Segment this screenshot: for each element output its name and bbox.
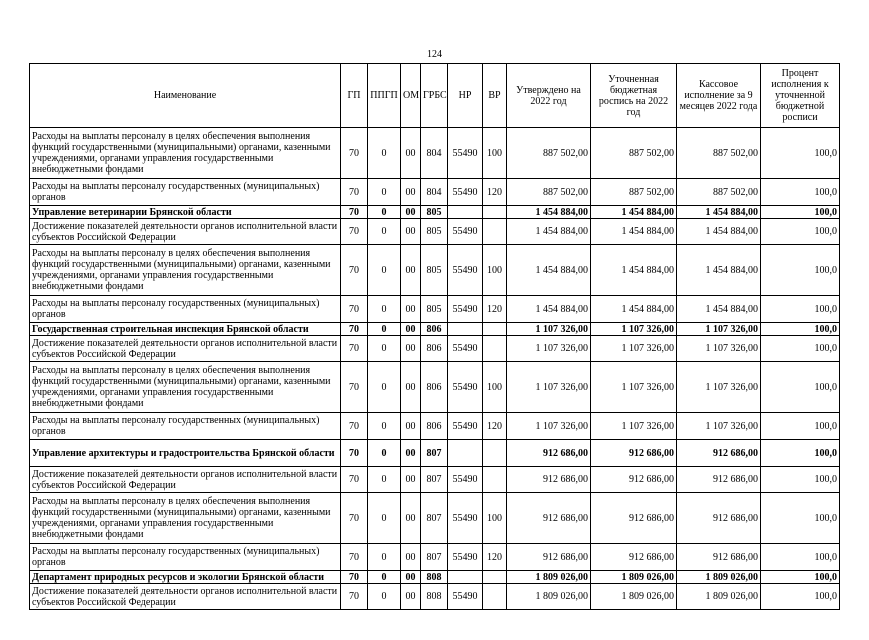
cell-om: 00 bbox=[401, 219, 421, 245]
cell-np: 55490 bbox=[448, 128, 483, 179]
cell-ppgp: 0 bbox=[368, 179, 401, 206]
cell-refined: 1 454 884,00 bbox=[591, 296, 677, 323]
cell-om: 00 bbox=[401, 128, 421, 179]
cell-vr bbox=[483, 206, 507, 219]
cell-percent: 100,0 bbox=[761, 571, 840, 584]
cell-om: 00 bbox=[401, 584, 421, 610]
cell-grbs: 807 bbox=[421, 467, 448, 493]
header-refined: Уточненная бюджетная роспись на 2022 год bbox=[591, 64, 677, 128]
cell-cash: 912 686,00 bbox=[677, 467, 761, 493]
cell-om: 00 bbox=[401, 467, 421, 493]
cell-gp: 70 bbox=[341, 323, 368, 336]
cell-vr bbox=[483, 584, 507, 610]
cell-percent: 100,0 bbox=[761, 336, 840, 362]
cell-approved: 912 686,00 bbox=[507, 440, 591, 467]
cell-grbs: 807 bbox=[421, 493, 448, 544]
cell-percent: 100,0 bbox=[761, 413, 840, 440]
cell-gp: 70 bbox=[341, 571, 368, 584]
cell-refined: 912 686,00 bbox=[591, 493, 677, 544]
cell-percent: 100,0 bbox=[761, 296, 840, 323]
table-row bbox=[30, 467, 840, 493]
header-approved: Утверждено на 2022 год bbox=[507, 64, 591, 128]
cell-cash: 1 454 884,00 bbox=[677, 245, 761, 296]
cell-vr bbox=[483, 219, 507, 245]
table-row bbox=[30, 544, 840, 571]
cell-ppgp: 0 bbox=[368, 128, 401, 179]
cell-om: 00 bbox=[401, 440, 421, 467]
cell-np: 55490 bbox=[448, 219, 483, 245]
cell-grbs: 805 bbox=[421, 245, 448, 296]
cell-cash: 1 107 326,00 bbox=[677, 362, 761, 413]
cell-percent: 100,0 bbox=[761, 440, 840, 467]
cell-cash: 1 454 884,00 bbox=[677, 206, 761, 219]
cell-grbs: 806 bbox=[421, 323, 448, 336]
cell-percent: 100,0 bbox=[761, 493, 840, 544]
table-row bbox=[30, 179, 840, 206]
cell-np: 55490 bbox=[448, 584, 483, 610]
cell-om: 00 bbox=[401, 296, 421, 323]
cell-vr: 100 bbox=[483, 245, 507, 296]
cell-name: Расходы на выплаты персоналу в целях обеспечения выполнения функций государственными (муниципальными) органами, казенными учреждениями, органами управления государственными внебюджетными фондами bbox=[30, 128, 341, 179]
cell-percent: 100,0 bbox=[761, 544, 840, 571]
cell-vr bbox=[483, 323, 507, 336]
cell-np bbox=[448, 323, 483, 336]
cell-gp: 70 bbox=[341, 413, 368, 440]
cell-grbs: 804 bbox=[421, 128, 448, 179]
cell-grbs: 808 bbox=[421, 584, 448, 610]
cell-ppgp: 0 bbox=[368, 440, 401, 467]
cell-vr: 100 bbox=[483, 362, 507, 413]
cell-approved: 1 454 884,00 bbox=[507, 219, 591, 245]
cell-name: Достижение показателей деятельности органов исполнительной власти субъектов Российской Федерации bbox=[30, 219, 341, 245]
cell-approved: 887 502,00 bbox=[507, 128, 591, 179]
cell-approved: 1 107 326,00 bbox=[507, 362, 591, 413]
cell-grbs: 805 bbox=[421, 206, 448, 219]
cell-percent: 100,0 bbox=[761, 219, 840, 245]
cell-ppgp: 0 bbox=[368, 336, 401, 362]
header-ppgp: ППГП bbox=[368, 64, 401, 128]
cell-name: Расходы на выплаты персоналу государственных (муниципальных) органов bbox=[30, 296, 341, 323]
cell-om: 00 bbox=[401, 493, 421, 544]
cell-gp: 70 bbox=[341, 128, 368, 179]
header-name: Наименование bbox=[30, 64, 341, 128]
cell-vr: 120 bbox=[483, 544, 507, 571]
cell-gp: 70 bbox=[341, 467, 368, 493]
cell-vr: 100 bbox=[483, 128, 507, 179]
cell-approved: 1 454 884,00 bbox=[507, 296, 591, 323]
cell-grbs: 806 bbox=[421, 362, 448, 413]
cell-percent: 100,0 bbox=[761, 128, 840, 179]
cell-cash: 912 686,00 bbox=[677, 440, 761, 467]
table-row-section bbox=[30, 323, 840, 336]
cell-cash: 1 454 884,00 bbox=[677, 219, 761, 245]
cell-cash: 1 454 884,00 bbox=[677, 296, 761, 323]
cell-refined: 1 454 884,00 bbox=[591, 219, 677, 245]
cell-name: Расходы на выплаты персоналу в целях обеспечения выполнения функций государственными (муниципальными) органами, казенными учреждениями, органами управления государственными внебюджетными фондами bbox=[30, 362, 341, 413]
cell-refined: 1 809 026,00 bbox=[591, 584, 677, 610]
header-np: НР bbox=[448, 64, 483, 128]
cell-gp: 70 bbox=[341, 219, 368, 245]
cell-refined: 887 502,00 bbox=[591, 128, 677, 179]
cell-gp: 70 bbox=[341, 493, 368, 544]
cell-cash: 1 107 326,00 bbox=[677, 413, 761, 440]
cell-om: 00 bbox=[401, 179, 421, 206]
cell-vr bbox=[483, 336, 507, 362]
cell-approved: 1 107 326,00 bbox=[507, 336, 591, 362]
table-body bbox=[30, 128, 840, 610]
cell-vr bbox=[483, 440, 507, 467]
cell-om: 00 bbox=[401, 206, 421, 219]
cell-approved: 1 454 884,00 bbox=[507, 206, 591, 219]
cell-ppgp: 0 bbox=[368, 584, 401, 610]
cell-grbs: 805 bbox=[421, 219, 448, 245]
cell-vr: 120 bbox=[483, 179, 507, 206]
cell-grbs: 804 bbox=[421, 179, 448, 206]
cell-percent: 100,0 bbox=[761, 323, 840, 336]
cell-cash: 887 502,00 bbox=[677, 179, 761, 206]
cell-approved: 1 454 884,00 bbox=[507, 245, 591, 296]
cell-vr: 100 bbox=[483, 493, 507, 544]
cell-cash: 887 502,00 bbox=[677, 128, 761, 179]
cell-name: Достижение показателей деятельности органов исполнительной власти субъектов Российской Федерации bbox=[30, 336, 341, 362]
cell-refined: 1 454 884,00 bbox=[591, 206, 677, 219]
table-row-section bbox=[30, 206, 840, 219]
cell-name: Управление архитектуры и градостроительства Брянской области bbox=[30, 440, 341, 467]
cell-vr: 120 bbox=[483, 413, 507, 440]
cell-np: 55490 bbox=[448, 467, 483, 493]
cell-ppgp: 0 bbox=[368, 413, 401, 440]
cell-cash: 1 809 026,00 bbox=[677, 571, 761, 584]
cell-name: Расходы на выплаты персоналу государственных (муниципальных) органов bbox=[30, 544, 341, 571]
cell-approved: 887 502,00 bbox=[507, 179, 591, 206]
cell-percent: 100,0 bbox=[761, 245, 840, 296]
cell-om: 00 bbox=[401, 413, 421, 440]
page-number: 124 bbox=[427, 49, 442, 60]
cell-gp: 70 bbox=[341, 336, 368, 362]
cell-refined: 912 686,00 bbox=[591, 467, 677, 493]
cell-refined: 1 107 326,00 bbox=[591, 336, 677, 362]
cell-approved: 912 686,00 bbox=[507, 467, 591, 493]
cell-grbs: 806 bbox=[421, 413, 448, 440]
cell-np: 55490 bbox=[448, 336, 483, 362]
cell-gp: 70 bbox=[341, 362, 368, 413]
cell-gp: 70 bbox=[341, 544, 368, 571]
table-row bbox=[30, 296, 840, 323]
cell-vr bbox=[483, 467, 507, 493]
cell-ppgp: 0 bbox=[368, 206, 401, 219]
cell-cash: 912 686,00 bbox=[677, 493, 761, 544]
cell-refined: 1 107 326,00 bbox=[591, 362, 677, 413]
cell-name: Достижение показателей деятельности органов исполнительной власти субъектов Российской Федерации bbox=[30, 584, 341, 610]
cell-refined: 887 502,00 bbox=[591, 179, 677, 206]
cell-vr bbox=[483, 571, 507, 584]
cell-om: 00 bbox=[401, 544, 421, 571]
cell-ppgp: 0 bbox=[368, 467, 401, 493]
cell-cash: 1 107 326,00 bbox=[677, 336, 761, 362]
cell-np: 55490 bbox=[448, 296, 483, 323]
cell-refined: 912 686,00 bbox=[591, 440, 677, 467]
cell-ppgp: 0 bbox=[368, 544, 401, 571]
cell-cash: 1 107 326,00 bbox=[677, 323, 761, 336]
cell-percent: 100,0 bbox=[761, 206, 840, 219]
cell-percent: 100,0 bbox=[761, 362, 840, 413]
cell-gp: 70 bbox=[341, 296, 368, 323]
table-row bbox=[30, 493, 840, 544]
table-row bbox=[30, 245, 840, 296]
cell-vr: 120 bbox=[483, 296, 507, 323]
cell-refined: 912 686,00 bbox=[591, 544, 677, 571]
table-row bbox=[30, 413, 840, 440]
cell-om: 00 bbox=[401, 336, 421, 362]
cell-gp: 70 bbox=[341, 206, 368, 219]
cell-approved: 912 686,00 bbox=[507, 544, 591, 571]
cell-gp: 70 bbox=[341, 179, 368, 206]
cell-np: 55490 bbox=[448, 362, 483, 413]
header-cash: Кассовое исполнение за 9 месяцев 2022 года bbox=[677, 64, 761, 128]
cell-np bbox=[448, 571, 483, 584]
cell-grbs: 806 bbox=[421, 336, 448, 362]
cell-np: 55490 bbox=[448, 179, 483, 206]
cell-name: Департамент природных ресурсов и экологии Брянской области bbox=[30, 571, 341, 584]
cell-name: Управление ветеринарии Брянской области bbox=[30, 206, 341, 219]
cell-grbs: 807 bbox=[421, 544, 448, 571]
cell-refined: 1 809 026,00 bbox=[591, 571, 677, 584]
cell-om: 00 bbox=[401, 245, 421, 296]
cell-np bbox=[448, 206, 483, 219]
cell-approved: 912 686,00 bbox=[507, 493, 591, 544]
cell-ppgp: 0 bbox=[368, 219, 401, 245]
cell-np bbox=[448, 440, 483, 467]
cell-approved: 1 809 026,00 bbox=[507, 584, 591, 610]
cell-approved: 1 809 026,00 bbox=[507, 571, 591, 584]
cell-np: 55490 bbox=[448, 413, 483, 440]
cell-np: 55490 bbox=[448, 245, 483, 296]
cell-om: 00 bbox=[401, 323, 421, 336]
header-om: ОМ bbox=[401, 64, 421, 128]
header-percent: Процент исполнения к уточненной бюджетной росписи bbox=[761, 64, 840, 128]
table-row bbox=[30, 584, 840, 610]
cell-approved: 1 107 326,00 bbox=[507, 323, 591, 336]
table-row bbox=[30, 219, 840, 245]
table-row-section bbox=[30, 571, 840, 584]
cell-approved: 1 107 326,00 bbox=[507, 413, 591, 440]
cell-percent: 100,0 bbox=[761, 179, 840, 206]
cell-grbs: 808 bbox=[421, 571, 448, 584]
table-row-section bbox=[30, 440, 840, 467]
header-grbs: ГРБС bbox=[421, 64, 448, 128]
table-row bbox=[30, 362, 840, 413]
cell-ppgp: 0 bbox=[368, 493, 401, 544]
cell-ppgp: 0 bbox=[368, 362, 401, 413]
cell-percent: 100,0 bbox=[761, 584, 840, 610]
table-row bbox=[30, 128, 840, 179]
table-header-row bbox=[30, 64, 840, 128]
header-gp: ГП bbox=[341, 64, 368, 128]
cell-gp: 70 bbox=[341, 584, 368, 610]
header-vr: ВР bbox=[483, 64, 507, 128]
cell-ppgp: 0 bbox=[368, 323, 401, 336]
cell-ppgp: 0 bbox=[368, 571, 401, 584]
cell-np: 55490 bbox=[448, 544, 483, 571]
cell-om: 00 bbox=[401, 571, 421, 584]
cell-name: Расходы на выплаты персоналу государственных (муниципальных) органов bbox=[30, 179, 341, 206]
table-row bbox=[30, 336, 840, 362]
cell-refined: 1 454 884,00 bbox=[591, 245, 677, 296]
cell-ppgp: 0 bbox=[368, 245, 401, 296]
cell-om: 00 bbox=[401, 362, 421, 413]
cell-percent: 100,0 bbox=[761, 467, 840, 493]
cell-name: Государственная строительная инспекция Брянской области bbox=[30, 323, 341, 336]
cell-np: 55490 bbox=[448, 493, 483, 544]
cell-gp: 70 bbox=[341, 440, 368, 467]
cell-name: Расходы на выплаты персоналу в целях обеспечения выполнения функций государственными (муниципальными) органами, казенными учреждениями, органами управления государственными внебюджетными фондами bbox=[30, 245, 341, 296]
cell-cash: 1 809 026,00 bbox=[677, 584, 761, 610]
cell-refined: 1 107 326,00 bbox=[591, 413, 677, 440]
cell-gp: 70 bbox=[341, 245, 368, 296]
cell-name: Расходы на выплаты персоналу в целях обеспечения выполнения функций государственными (муниципальными) органами, казенными учреждениями, органами управления государственными внебюджетными фондами bbox=[30, 493, 341, 544]
cell-grbs: 807 bbox=[421, 440, 448, 467]
cell-grbs: 805 bbox=[421, 296, 448, 323]
budget-execution-table bbox=[29, 63, 840, 610]
cell-name: Достижение показателей деятельности органов исполнительной власти субъектов Российской Федерации bbox=[30, 467, 341, 493]
cell-ppgp: 0 bbox=[368, 296, 401, 323]
cell-cash: 912 686,00 bbox=[677, 544, 761, 571]
cell-name: Расходы на выплаты персоналу государственных (муниципальных) органов bbox=[30, 413, 341, 440]
cell-refined: 1 107 326,00 bbox=[591, 323, 677, 336]
